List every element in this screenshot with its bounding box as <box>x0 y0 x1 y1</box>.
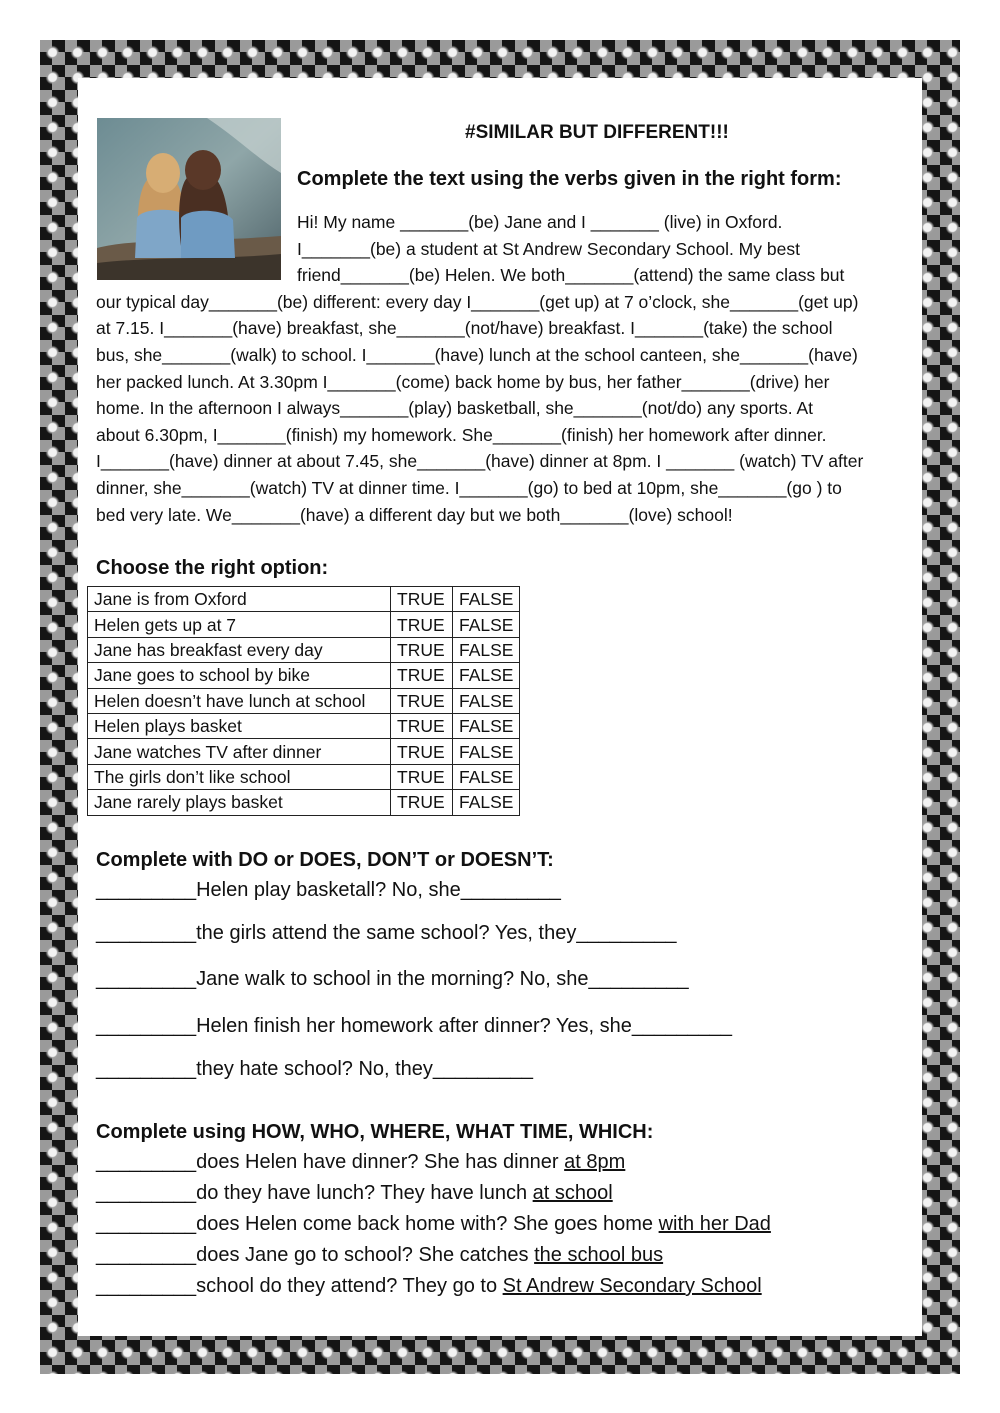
paragraph-line: Hi! My name _______(be) Jane and I _______ (live) in Oxford. <box>297 212 783 232</box>
paragraph-line: I_______(be) a student at St Andrew Secondary School. My best <box>297 238 800 259</box>
section1-heading: Complete the text using the verbs given in the right form: <box>297 168 842 190</box>
underlined-answer: at 8pm <box>564 1151 626 1173</box>
statement-cell: Helen plays basket <box>88 713 391 738</box>
section4-heading: Complete using HOW, WHO, WHERE, WHAT TIME, WHICH: <box>96 1121 654 1143</box>
worksheet-title: #SIMILAR BUT DIFFERENT!!! <box>465 122 729 143</box>
false-option[interactable]: FALSE <box>453 688 520 713</box>
table-row <box>88 612 520 637</box>
paragraph-line: her packed lunch. At 3.30pm I_______(come) back home by bus, her father_______(drive) her <box>96 371 830 392</box>
true-option[interactable]: TRUE <box>391 637 453 662</box>
true-option[interactable]: TRUE <box>391 612 453 637</box>
true-option[interactable]: TRUE <box>391 790 453 815</box>
question-text: _________does Helen have dinner? She has dinner <box>96 1151 565 1173</box>
question-text: _________school do they attend? They go to <box>96 1275 503 1297</box>
paragraph-line: bed very late. We_______(have) a different day but we both_______(love) school! <box>96 504 733 525</box>
question-line <box>96 1275 762 1298</box>
false-option[interactable]: FALSE <box>453 663 520 688</box>
false-option[interactable]: FALSE <box>453 612 520 637</box>
table-row <box>88 713 520 738</box>
paragraph-line: our typical day_______(be) different: every day I_______(get up) at 7 o’clock, she_______(get up) <box>96 291 859 312</box>
true-option[interactable]: TRUE <box>391 587 453 612</box>
table-row <box>88 739 520 764</box>
paragraph-line: at 7.15. I_______(have) breakfast, she_______(not/have) breakfast. I_______(take) the school <box>96 318 833 339</box>
statement-cell: Jane has breakfast every day <box>88 637 391 662</box>
false-option[interactable]: FALSE <box>453 637 520 662</box>
table-row <box>88 587 520 612</box>
paragraph-line: home. In the afternoon I always_______(play) basketball, she_______(not/do) any sports. At <box>96 398 813 419</box>
section2-heading: Choose the right option: <box>96 557 329 579</box>
table-row <box>88 764 520 789</box>
table-row <box>88 663 520 688</box>
statement-cell: Helen doesn’t have lunch at school <box>88 688 391 713</box>
statement-cell: The girls don’t like school <box>88 764 391 789</box>
paragraph-line: friend_______(be) Helen. We both_______(attend) the same class but <box>297 265 845 286</box>
true-false-table <box>87 586 520 816</box>
exercise-line: _________Helen finish her homework after dinner? Yes, she_________ <box>96 1015 733 1037</box>
false-option[interactable]: FALSE <box>453 739 520 764</box>
section3-heading: Complete with DO or DOES, DON’T or DOESN’T: <box>96 849 554 871</box>
false-option[interactable]: FALSE <box>453 764 520 789</box>
true-option[interactable]: TRUE <box>391 713 453 738</box>
table-row <box>88 790 520 815</box>
underlined-answer: at school <box>532 1182 613 1204</box>
table-row <box>88 637 520 662</box>
false-option[interactable]: FALSE <box>453 713 520 738</box>
question-line <box>96 1182 613 1205</box>
statement-cell: Helen gets up at 7 <box>88 612 391 637</box>
statement-cell: Jane watches TV after dinner <box>88 739 391 764</box>
question-line <box>96 1213 771 1236</box>
question-text: _________does Jane go to school? She catches <box>96 1244 535 1266</box>
paragraph-line: bus, she_______(walk) to school. I_______(have) lunch at the school canteen, she_______(have) <box>96 345 858 365</box>
table-row <box>88 688 520 713</box>
question-text: _________does Helen come back home with? She goes home <box>96 1213 659 1235</box>
photo-two-girls <box>97 118 281 280</box>
exercise-line: _________they hate school? No, they_________ <box>96 1058 534 1080</box>
exercise-line: _________the girls attend the same school? Yes, they_________ <box>96 922 677 944</box>
question-line <box>96 1244 663 1267</box>
true-option[interactable]: TRUE <box>391 739 453 764</box>
false-option[interactable]: FALSE <box>453 790 520 815</box>
statement-cell: Jane rarely plays basket <box>88 790 391 815</box>
statement-cell: Jane goes to school by bike <box>88 663 391 688</box>
paragraph-line: about 6.30pm, I_______(finish) my homework. She_______(finish) her homework after dinner. <box>96 424 827 445</box>
statement-cell: Jane is from Oxford <box>88 587 391 612</box>
paragraph-line: dinner, she_______(watch) TV at dinner time. I_______(go) to bed at 10pm, she_______(go ) to <box>96 478 842 498</box>
underlined-answer: the school bus <box>534 1244 664 1266</box>
true-option[interactable]: TRUE <box>391 688 453 713</box>
false-option[interactable]: FALSE <box>453 587 520 612</box>
exercise-line: _________Jane walk to school in the morning? No, she_________ <box>96 968 689 990</box>
true-option[interactable]: TRUE <box>391 764 453 789</box>
question-text: _________do they have lunch? They have lunch <box>96 1182 533 1204</box>
exercise-line: _________Helen play basketall? No, she_________ <box>96 879 561 901</box>
underlined-answer: with her Dad <box>658 1213 771 1235</box>
question-line <box>96 1151 625 1174</box>
paragraph-line: I_______(have) dinner at about 7.45, she_______(have) dinner at 8pm. I _______ (watch) TV after <box>96 451 864 472</box>
true-option[interactable]: TRUE <box>391 663 453 688</box>
underlined-answer: St Andrew Secondary School <box>502 1275 762 1297</box>
